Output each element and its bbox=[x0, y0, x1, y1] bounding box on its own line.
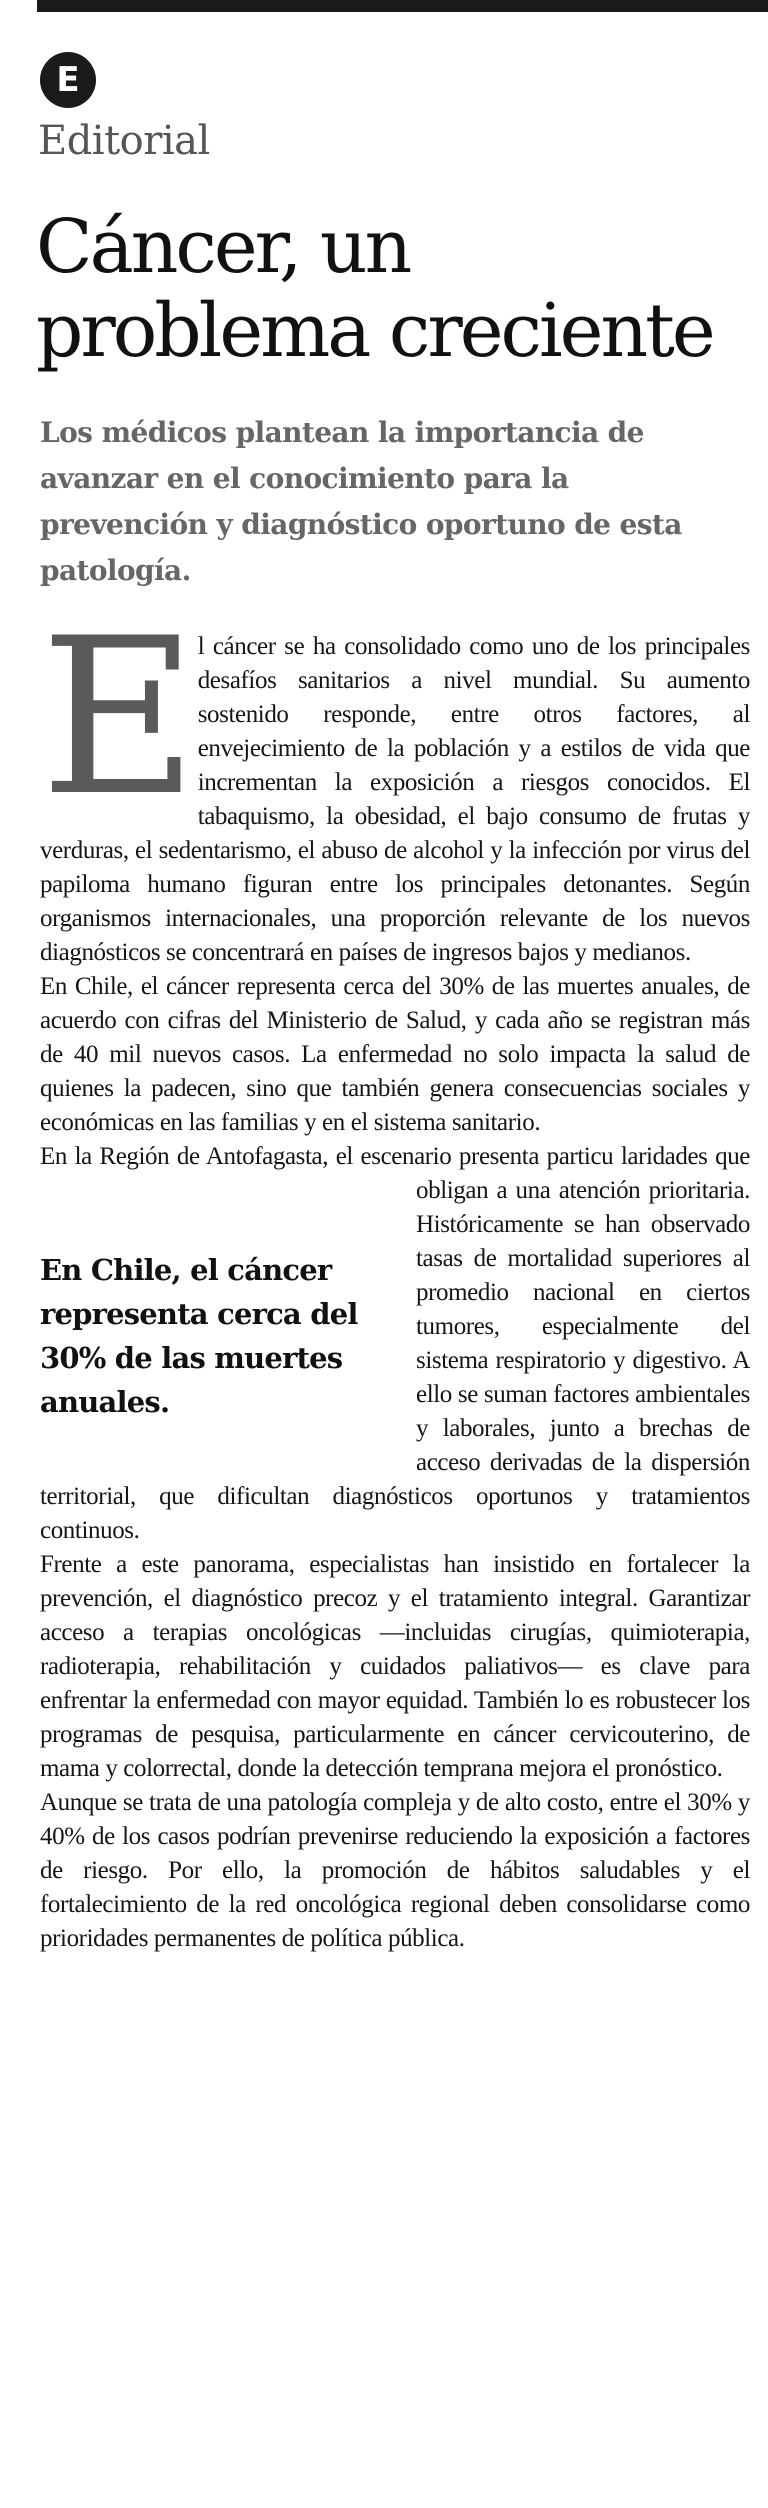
section-label: Editorial bbox=[38, 118, 210, 164]
headline-line-2: problema creciente bbox=[36, 288, 713, 374]
paragraph-3-text: laridades que obligan a una atención prioritaria. Históricamente se han observado tasas de mortalidad superiores al promedio nacional en ciertos tumores, especialmente del sistema respiratorio y digestivo. A ello se suman factores ambientales y laborales, junto a brechas de acceso derivadas de la dispersión territorial, que dificultan diagnósticos oportunos y tratamientos continuos. bbox=[40, 1143, 750, 1544]
paragraph-4: Frente a este panorama, especialistas han insistido en fortalecer la prevención, el diagnóstico precoz y el tratamiento integral. Garantizar acceso a terapias oncológicas —incluidas cirugías, quimioterapia, radioterapia, rehabilitación y cuidados paliativos— es clave para enfrentar la enfermedad con mayor equidad. También lo es robustecer los programas de pesquisa, particularmente en cáncer cervicouterino, de mama y colorrectal, donde la detección temprana mejora el pronóstico. bbox=[40, 1551, 750, 1782]
paragraph-2: En Chile, el cáncer representa cerca del 30% de las muertes anuales, de acuerdo con cifras del Ministerio de Salud, y cada año se registran más de 40 mil nuevos casos. La enfermedad no solo impacta la salud de quienes la padecen, sino que también genera consecuencias sociales y económicas en las familias y en el sistema sanitario. bbox=[40, 973, 750, 1136]
paragraph-5: Aunque se trata de una patología compleja y de alto costo, entre el 30% y 40% de los casos podrían prevenirse reduciendo la exposición a factores de riesgo. Por ello, la promoción de hábitos saludables y el fortalecimiento de la red oncológica regional deben consolidarse como prioridades permanentes de política pública. bbox=[40, 1789, 750, 1952]
pull-quote: En Chile, el cáncer representa cerca del 30% de las muertes anuales. bbox=[40, 1253, 358, 1419]
paragraph-1-text: l cáncer se ha consolidado como uno de los principales desafíos sanitarios a nivel mundial. Su aumento sostenido responde, entre otros factores, al envejecimiento de la población y a estilos de vida que incrementan la exposición a riesgos conocidos. El tabaquismo, la obesidad, el bajo consumo de frutas y verduras, el sedentarismo, el abuso de alcohol y la infección por virus del papiloma humano figuran entre los principales detonantes. Según organismos internacionales, una proporción relevante de los nuevos diagnósticos se concentrará en países de ingresos bajos y medianos. bbox=[40, 633, 750, 966]
paragraph-3 bbox=[40, 1140, 750, 1548]
article-body bbox=[40, 592, 750, 1956]
drop-cap: E bbox=[40, 592, 192, 843]
headline-line-1: Cáncer, un bbox=[36, 204, 410, 290]
headline bbox=[36, 205, 736, 373]
section-badge: E bbox=[40, 52, 96, 108]
article-deck: Los médicos plantean la importancia de avanzar en el conocimiento para la prevención y diagnóstico oportuno de esta patología. bbox=[40, 416, 682, 587]
top-rule bbox=[37, 0, 768, 12]
paragraph-1 bbox=[40, 592, 750, 970]
paragraph-3-intro: En la Región de Antofagasta, el escenario presenta particu bbox=[40, 1143, 614, 1170]
